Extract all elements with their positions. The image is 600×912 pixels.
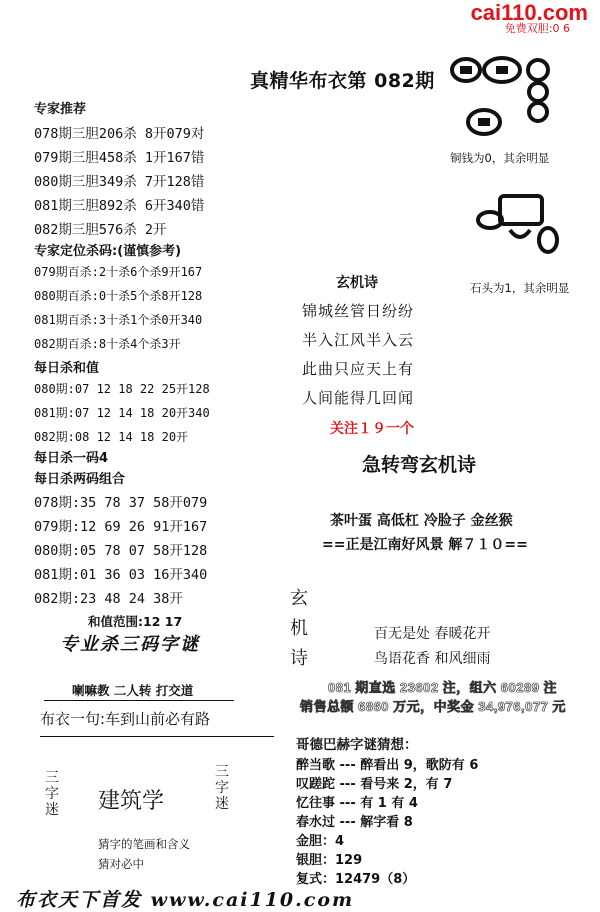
poem-line: 锦城丝管日纷纷 (302, 302, 415, 320)
two-code-line: 080期:05 78 07 58开128 (34, 543, 208, 559)
sum-kill-line: 082期:08 12 14 18 20开 (34, 430, 189, 444)
poem-line: 人间能得几回闻 (302, 389, 415, 407)
guess-line-2: 猜对必中 (98, 857, 144, 871)
position-kill-line: 082期百杀:8十杀4个杀3开 (34, 337, 181, 351)
divider (44, 700, 234, 701)
divider (40, 736, 274, 737)
stones-caption: 石头为1，其余明显 (470, 281, 570, 295)
guess-line-1: 猜字的笔画和含义 (98, 837, 190, 851)
goethe-line: 叹蹉跎 --- 看号来 2，有 7 (296, 777, 453, 792)
one-code-kill: 每日杀一码4 (34, 451, 109, 466)
buyi-sentence: 布衣一句:车到山前必有路 (40, 710, 211, 728)
poem-heading: 玄机诗 (336, 275, 378, 291)
three-char-riddle-left: 三字迷 (45, 770, 59, 818)
sum-kill-line: 081期:07 12 14 18 20开340 (34, 406, 210, 420)
jiangnan-line: ==正是江南好风景 解７１０== (322, 537, 528, 553)
gold-gall: 金胆：4 (296, 834, 345, 849)
snack-line: 茶叶蛋 高低杠 冷脸子 金丝猴 (330, 513, 513, 529)
coins-caption: 铜钱为0，其余明显 (450, 151, 550, 165)
sum-range: 和值范围:12 17 (88, 614, 183, 629)
expert-heading: 专家推荐 (34, 102, 87, 117)
two-code-line: 082期:23 48 24 38开 (34, 591, 183, 607)
sharp-turn-heading: 急转弯玄机诗 (362, 454, 477, 476)
goethe-line: 春水过 --- 解字看 8 (296, 815, 413, 830)
goethe-line: 忆往事 --- 有 1 有 4 (296, 796, 418, 811)
footer-banner: 布衣天下首发 www.cai110.com (16, 889, 355, 911)
riddle-main: 建筑学 (98, 789, 165, 814)
site-logo: cai110.com (470, 0, 588, 25)
poem-line: 半入江风半入云 (302, 331, 415, 349)
follow-note: 关注１９一个 (330, 421, 414, 437)
expert-line: 079期三胆458杀 1开167错 (34, 150, 205, 166)
page-title: 真精华布衣第 082期 (250, 70, 435, 92)
two-code-line: 079期:12 69 26 91开167 (34, 519, 208, 535)
position-kill-line: 080期百杀:0十杀5个杀8开128 (34, 289, 203, 303)
expert-line: 081期三胆892杀 6开340错 (34, 198, 205, 214)
coins-illustration (440, 50, 560, 140)
two-code-line: 081期:01 36 03 16开340 (34, 567, 208, 583)
multiple-combo: 复式：12479（8） (296, 872, 416, 887)
free-double-tag: 免费双胆:0 6 (504, 22, 570, 35)
sales-line-2: 销售总额 6860 万元，中奖金 34,976,077 元 (300, 699, 566, 714)
stones-illustration (470, 188, 580, 258)
sales-line-1: 081 期直选 23602 注，组六 60289 注 (328, 680, 558, 695)
expert-line: 078期三胆206杀 8开079对 (34, 126, 205, 142)
position-kill-line: 079期百杀:2十杀6个杀9开167 (34, 265, 203, 279)
sum-kill-line: 080期:07 12 18 22 25开128 (34, 382, 210, 396)
poem2-line: 百无是处 春暖花开 (374, 626, 491, 642)
expert-line: 080期三胆349杀 7开128错 (34, 174, 205, 190)
three-char-riddle-right: 三字迷 (215, 764, 229, 812)
poem2-side-label: 玄机诗 (290, 588, 308, 669)
two-code-line: 078期:35 78 37 58开079 (34, 495, 208, 511)
riddle-title: 专业杀三码字谜 (60, 634, 200, 655)
position-kill-heading: 专家定位杀码:(谨慎参考) (34, 244, 182, 259)
lama-line: 喇嘛教 二人转 打交道 (72, 683, 194, 698)
poem2-line: 鸟语花香 和风细雨 (374, 651, 491, 667)
goethe-line: 醉当歌 --- 醉看出 9，歌防有 6 (296, 758, 479, 773)
position-kill-line: 081期百杀:3十杀1个杀0开340 (34, 313, 203, 327)
silver-gall: 银胆：129 (296, 853, 363, 868)
expert-line: 082期三胆576杀 2开 (34, 222, 167, 238)
poem-line: 此曲只应天上有 (302, 360, 415, 378)
sum-kill-heading: 每日杀和值 (34, 361, 100, 376)
goethe-heading: 哥德巴赫字谜猜想： (296, 737, 418, 753)
two-code-heading: 每日杀两码组合 (34, 472, 126, 487)
